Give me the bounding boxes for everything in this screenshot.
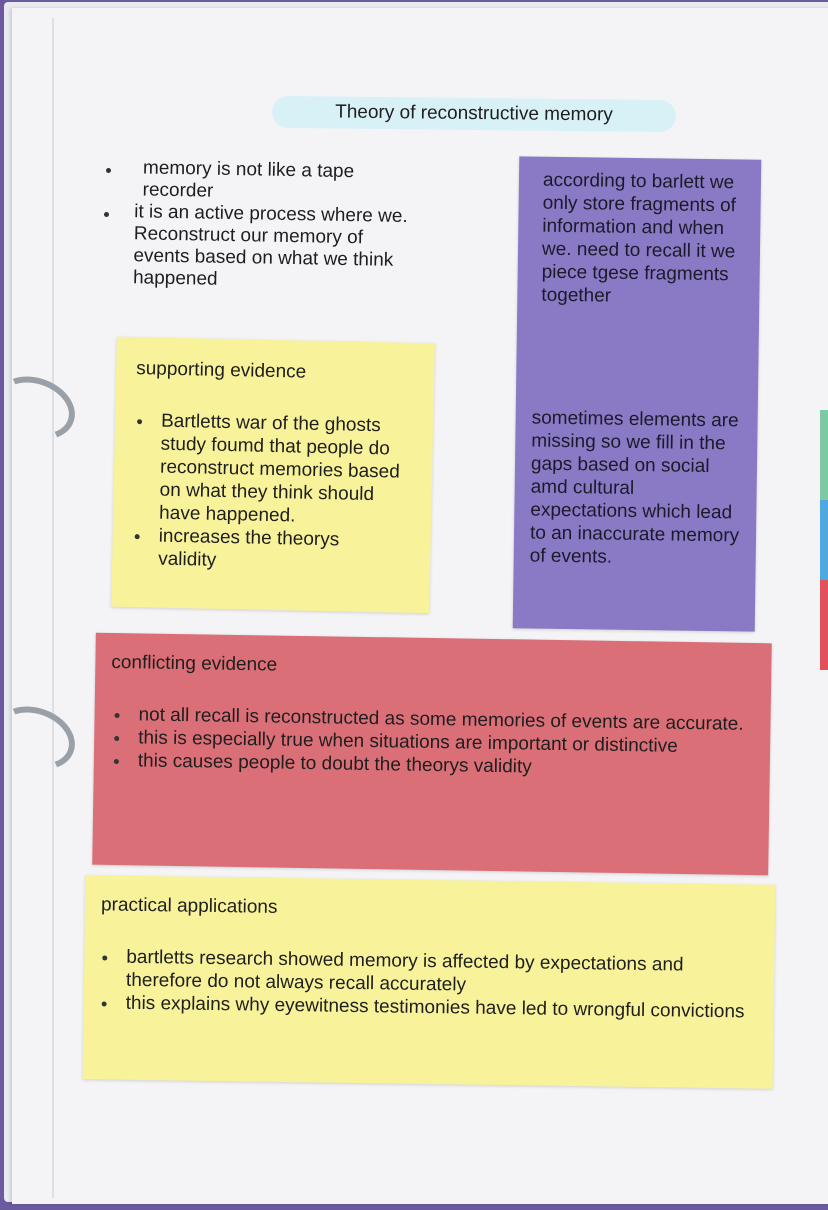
bullet-icon (104, 212, 109, 217)
intro-notes (133, 157, 445, 294)
conflicting-evidence-card (92, 633, 772, 876)
list-item: increases the theorys validity (128, 524, 389, 575)
practical-applications-title: practical applications (100, 894, 278, 918)
intro-line-1: memory is not like a tape recorder (142, 157, 355, 202)
practical-applications-card (83, 875, 776, 1089)
index-tab-green (820, 410, 828, 500)
list-item: not all recall is reconstructed as some memories of events are accurate. (108, 703, 758, 736)
purple-note-para-2: sometimes elements are missing so we fill in the gaps based on social amd cultural expectations which lead to an inaccurate memory of events. (529, 407, 740, 568)
bullet-icon (106, 168, 111, 173)
list-item: Bartletts war of the ghosts study foumd that people do reconstruct memories based on what they think should have happened. (129, 409, 421, 530)
list-item: this is especially true when situations are important or distinctive (108, 726, 698, 758)
list-item: this explains why eyewitness testimonies have led to wrongful convictions (96, 991, 756, 1023)
supporting-evidence-list (128, 409, 421, 576)
supporting-evidence-card (111, 337, 435, 614)
practical-applications-list (96, 945, 757, 1023)
index-tab-red (820, 580, 828, 670)
page-title: Theory of reconstructive memory (272, 96, 676, 132)
purple-note-card (513, 156, 762, 631)
conflicting-evidence-title: conflicting evidence (111, 651, 278, 676)
list-item: this causes people to doubt the theorys validity (108, 749, 758, 782)
conflicting-evidence-list (108, 703, 759, 782)
index-tab-blue (820, 500, 828, 580)
list-item: bartletts research showed memory is affected by expectations and therefore do not always recall accurately (96, 945, 757, 1000)
intro-line-2: it is an active process where we. Reconstruct our memory of events based on what we think happened (132, 201, 408, 290)
page-margin-line (52, 18, 54, 1198)
supporting-evidence-title: supporting evidence (135, 358, 307, 383)
purple-note-para-1: according to barlett we only store fragments of information and when we. need to recall it we piece tgese fragments together (541, 169, 737, 307)
